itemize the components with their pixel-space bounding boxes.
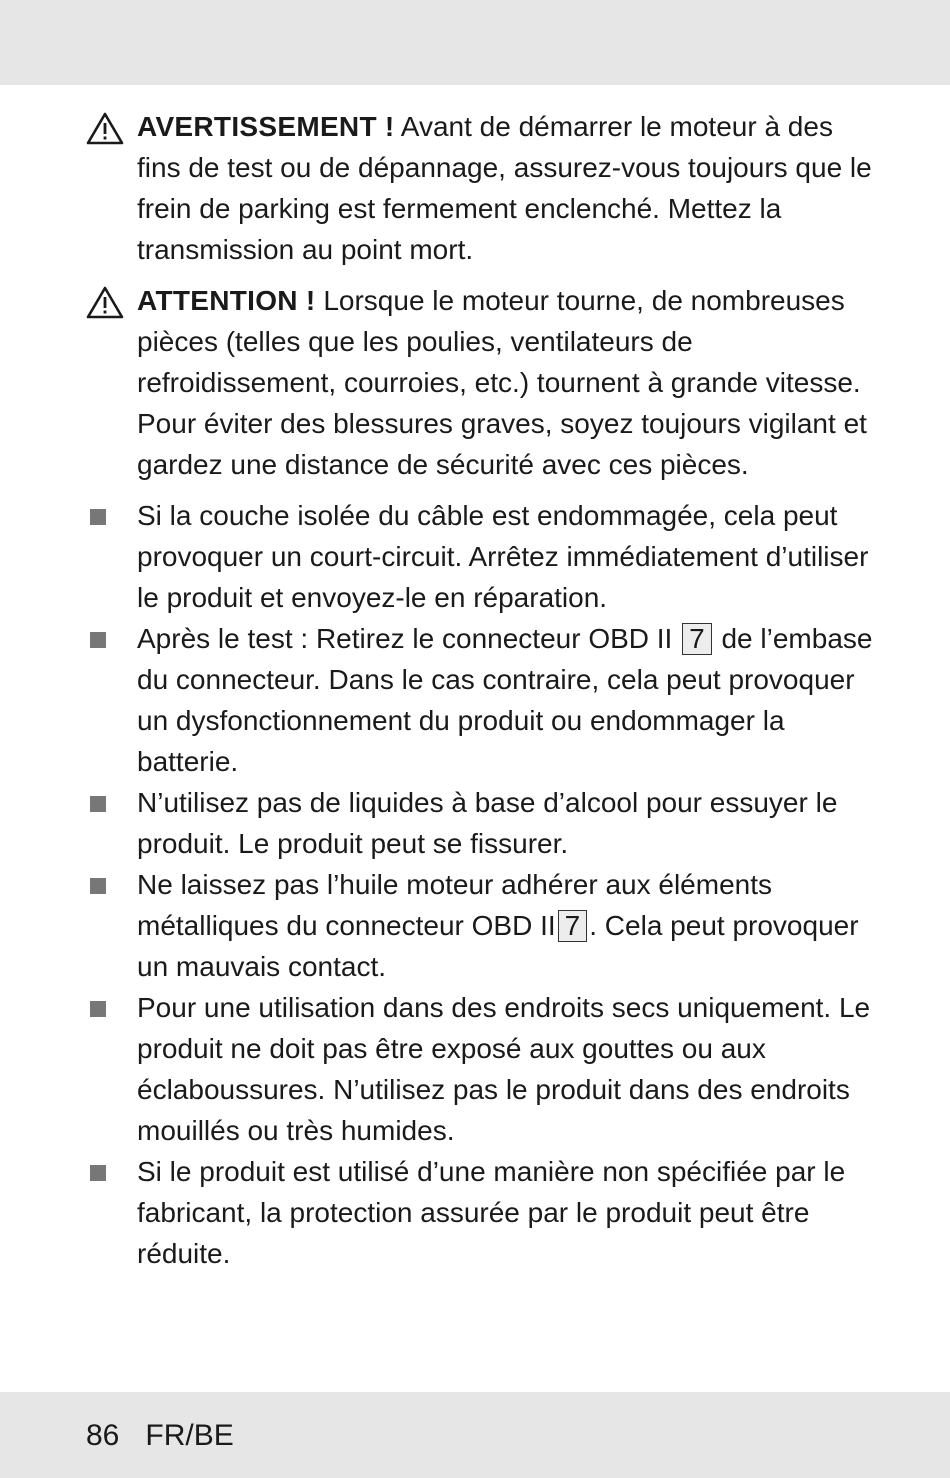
list-item <box>86 782 876 864</box>
list-item <box>86 618 876 782</box>
warning-text: Avant de démarrer le moteur à des fins de test ou de dépannage, assurez-vous toujours que le frein de parking est fermement enclenché. Mettez la transmission au point mort. <box>137 111 872 265</box>
square-bullet-icon <box>90 796 106 812</box>
caution-text: Lorsque le moteur tourne, de nombreuses pièces (telles que les poulies, ventilateurs de refroidissement, courroies, etc.) tournent à grande vitesse. Pour éviter des blessures graves, soyez toujours vigilant et gardez une distance de sécurité avec ces pièces. <box>137 285 867 480</box>
list-item-text: Si le produit est utilisé d’une manière non spécifiée par le fabricant, la protection assurée par le produit peut être réduite. <box>137 1156 846 1269</box>
warning-item <box>86 106 876 270</box>
list-item-text: Après le test : Retirez le connecteur OBD II <box>137 623 673 654</box>
list-item-text: Si la couche isolée du câble est endommagée, cela peut provoquer un court-circuit. Arrêtez immédiatement d’utiliser le produit et envoyez-le en réparation. <box>137 500 869 613</box>
caution-lead: ATTENTION ! <box>137 285 316 316</box>
reference-number-box: 7 <box>682 623 712 655</box>
page-number: 86 <box>86 1419 120 1452</box>
list-item-text: Ne laissez pas l’huile moteur adhérer aux éléments métalliques du connecteur OBD II <box>137 869 772 941</box>
locale-code: FR/BE <box>145 1419 234 1452</box>
list-item <box>86 495 876 618</box>
caution-item <box>86 280 876 485</box>
page-footer <box>86 1414 260 1458</box>
list-item-text: de l’embase du connecteur. Dans le cas contraire, cela peut provoquer un dysfonctionnement du produit ou endommager la batterie. <box>137 623 873 777</box>
list-item <box>86 1151 876 1274</box>
square-bullet-icon <box>90 1001 106 1017</box>
list-item-text: Pour une utilisation dans des endroits secs uniquement. Le produit ne doit pas être exposé aux gouttes ou aux éclaboussures. N’utilisez pas le produit dans des endroits mouillés ou très humides. <box>137 992 871 1146</box>
square-bullet-icon <box>90 878 106 894</box>
square-bullet-icon <box>90 1165 106 1181</box>
square-bullet-icon <box>90 509 106 525</box>
safety-instructions <box>86 106 876 1274</box>
warning-triangle-icon <box>86 280 126 321</box>
reference-number-box: 7 <box>558 910 588 942</box>
header-band <box>0 0 950 85</box>
list-item <box>86 987 876 1151</box>
warning-triangle-icon <box>86 106 126 147</box>
warning-lead: AVERTISSEMENT ! <box>137 111 395 142</box>
list-item-text: . Cela peut provoquer un mauvais contact. <box>137 910 859 982</box>
list-item <box>86 864 876 987</box>
square-bullet-icon <box>90 632 106 648</box>
list-item-text: N’utilisez pas de liquides à base d’alcool pour essuyer le produit. Le produit peut se fissurer. <box>137 787 838 859</box>
